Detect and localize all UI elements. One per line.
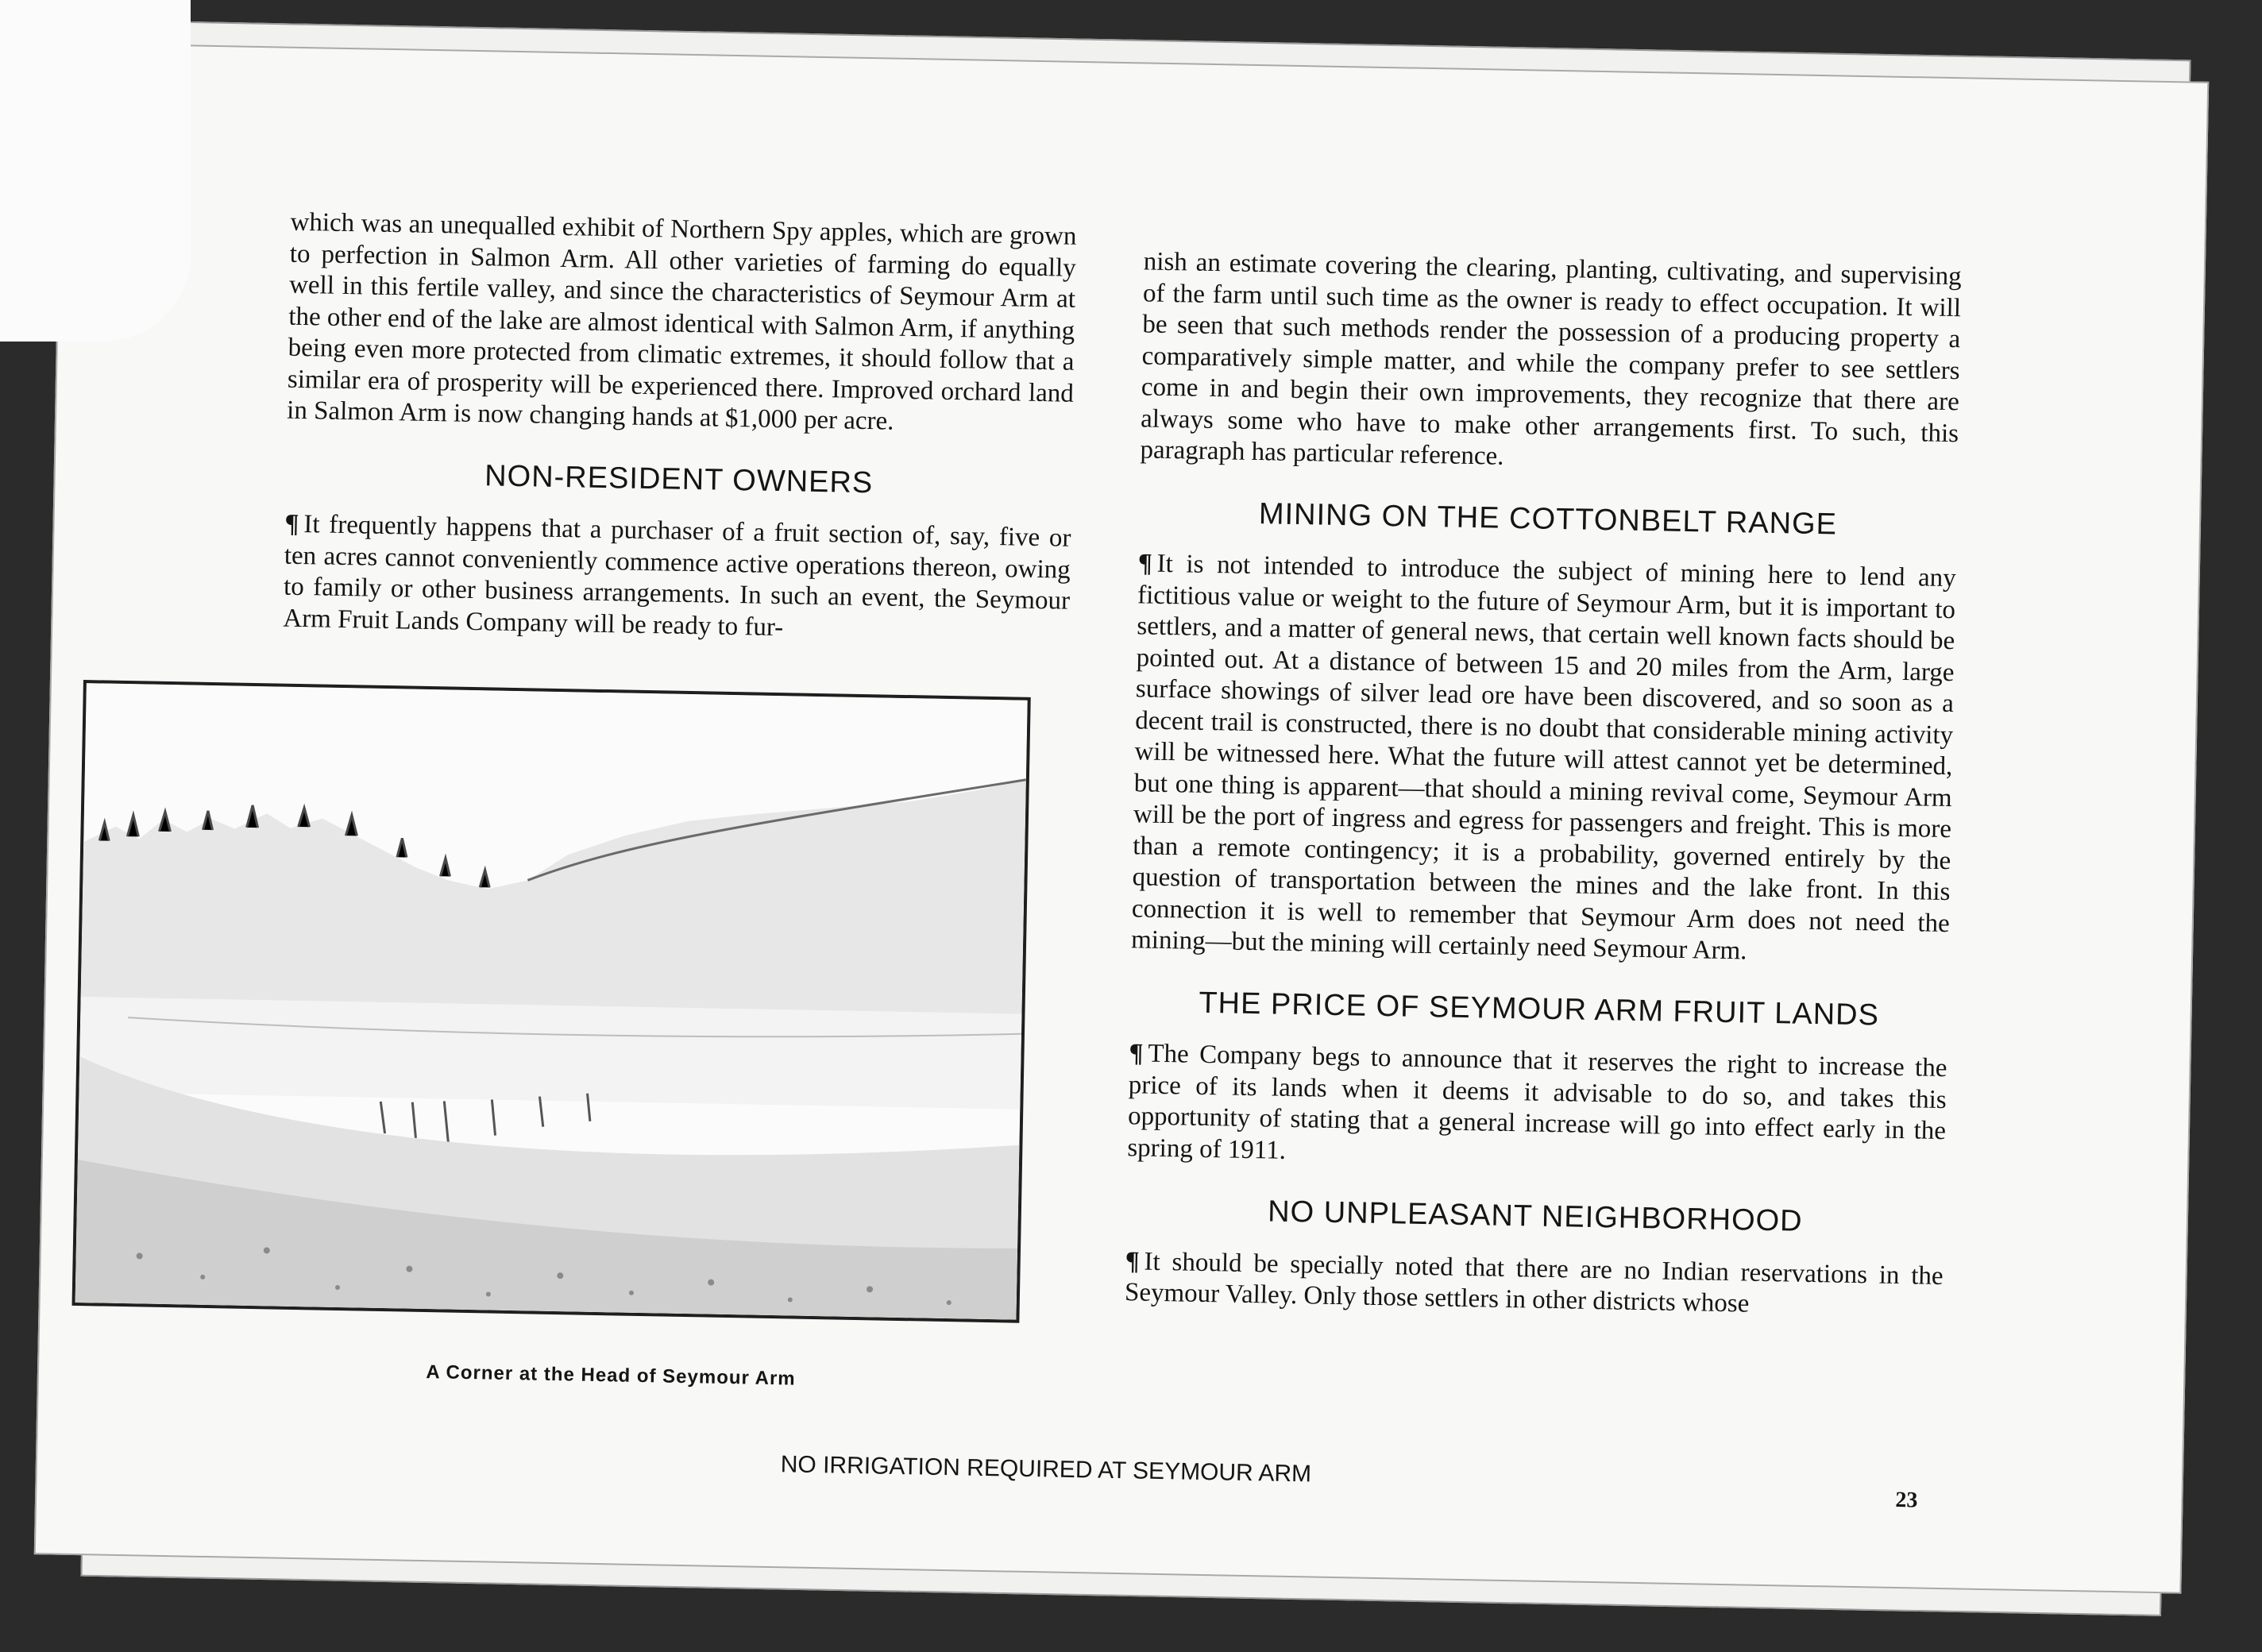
continuation-paragraph: nish an estimate covering the clearing, planting, cultivating, and supervising of the farm until such time as the owner is ready to effect occupation. It will be seen that such methods render the possession of a producing property a comparatively simple matter, and while the company prefer to see settlers come in and begin their own improvements, they recognize that there are always some who have to make other arrangements first. To such, this paragraph has particular reference. xyxy=(1140,247,1963,471)
pilcrow-mark: ¶ xyxy=(1137,549,1153,578)
mining-text: It is not intended to introduce the subject of mining here to lend any fictitious value or weight to the future of Seymour Arm, but it is important to settlers, and a matter of general news, that certain well known facts should be pointed out. At a distance of between 15 and 20 miles from the Arm, large surface showings of silver lead ore have been discovered, and so soon as a decent trail is constructed, there is no doubt that considerable mining activity will be witnessed here. What the future will attest cannot yet be determined, but one thing is apparent—that should a mining revival come, Seymour Arm will be the port of ingress and egress for passengers and freight. This is more than a remote contingency; it is a probability, governed entirely by the question of transportation between the mines and the lake front. In this connection it is well to remember that Seymour Arm does not need the mining—but the mining will certainly need Seymour Arm. xyxy=(1130,549,1957,966)
price-text: The Company begs to announce that it reserves the right to increase the price of its lands when it deems it advisable to do so, and takes this opportunity of stating that a general increase will go into effect early in the spring of 1911. xyxy=(1127,1039,1947,1165)
intro-paragraph: which was an unequalled exhibit of Northern Spy apples, which are grown to perfection in Salmon Arm. All other varieties of farming do equally well in this fertile valley, and since the characteristics of Seymour Arm at the other end of the lake are almost identical with Salmon Arm, if anything being even more protected from climatic extremes, it should follow that a similar era of prosperity will be experienced there. Improved orchard land in Salmon Arm is now changing hands at $1,000 per acre. xyxy=(286,207,1077,436)
photo-caption: A Corner at the Head of Seymour Arm xyxy=(426,1361,796,1390)
non-resident-owners-text: It frequently happens that a purchaser of a fruit section of, say, five or ten acres cannot conveniently commence active operations thereon, owing to family or other business arrangements. In such an event, the Seymour Arm Fruit Lands Company will be ready to fur- xyxy=(283,510,1071,642)
right-column xyxy=(1125,246,1962,1323)
left-column xyxy=(283,207,1077,649)
lake-landscape-image xyxy=(75,683,1028,1320)
price-paragraph xyxy=(1127,1038,1947,1179)
heading-price: THE PRICE OF SEYMOUR ARM FRUIT LANDS xyxy=(1199,986,1880,1032)
neighborhood-paragraph xyxy=(1125,1246,1944,1324)
page-number: 23 xyxy=(1895,1488,1918,1513)
footer-banner: NO IRRIGATION REQUIRED AT SEYMOUR ARM xyxy=(780,1451,1312,1488)
pilcrow-mark: ¶ xyxy=(284,509,299,538)
heading-non-resident-owners: NON-RESIDENT OWNERS xyxy=(484,458,874,500)
neighborhood-text: It should be specially noted that there are no Indian reservations in the Seymour Valley. Only those settlers in other districts whose xyxy=(1124,1247,1944,1318)
lake-photograph xyxy=(72,680,1031,1323)
pilcrow-mark: ¶ xyxy=(1129,1039,1144,1068)
heading-mining: MINING ON THE COTTONBELT RANGE xyxy=(1258,496,1838,541)
pilcrow-mark: ¶ xyxy=(1125,1246,1140,1276)
paper-tab xyxy=(0,0,191,342)
mining-paragraph xyxy=(1131,548,1956,971)
heading-neighborhood: NO UNPLEASANT NEIGHBORHOOD xyxy=(1267,1195,1803,1238)
document-page xyxy=(34,42,2209,1593)
non-resident-owners-paragraph xyxy=(283,509,1071,649)
